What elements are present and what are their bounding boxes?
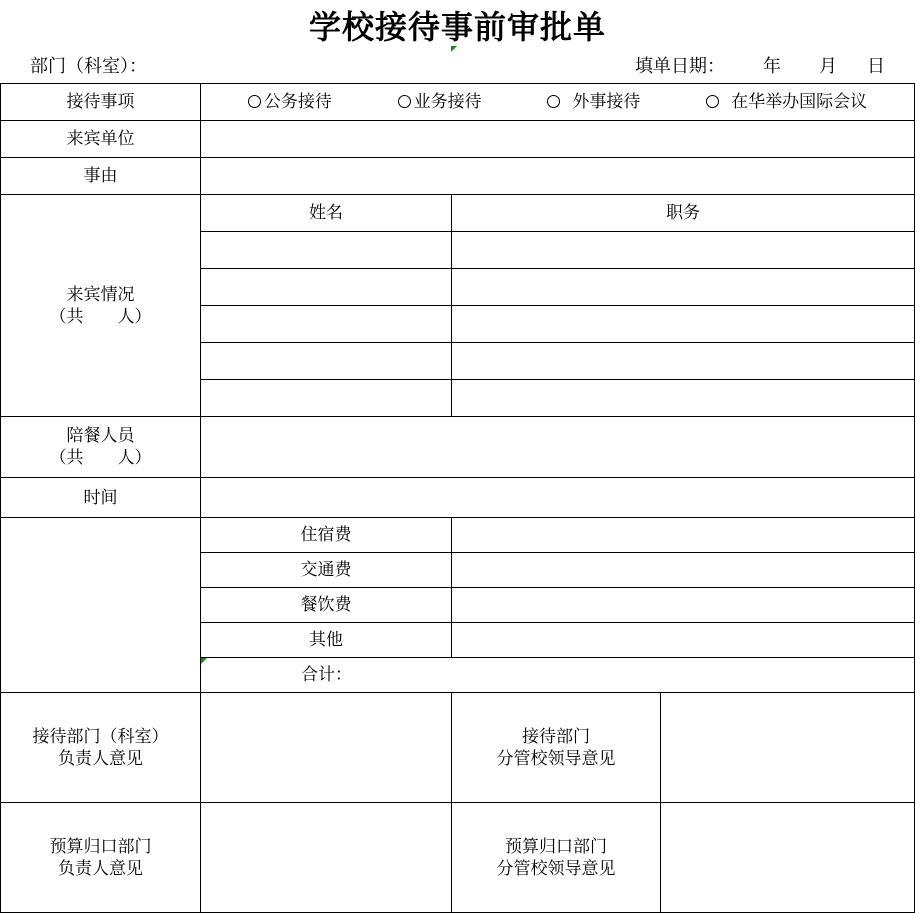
reception-dept-head-line2: 负责人意见: [58, 748, 143, 769]
matter-label: 接待事项: [1, 84, 201, 121]
total-cell[interactable]: [201, 658, 915, 693]
reception-approval-row: [1, 693, 915, 803]
guest-count-label: （共 人）: [49, 306, 152, 327]
time-label: 时间: [1, 478, 201, 518]
reason-field[interactable]: [201, 158, 915, 195]
budget-approval-row: [1, 803, 915, 913]
guest-position-field[interactable]: [452, 232, 915, 269]
lodging-field[interactable]: [452, 518, 915, 553]
form-title: 学校接待事前审批单: [308, 8, 606, 46]
cell-comment-marker: [451, 46, 457, 52]
time-field[interactable]: [201, 478, 915, 518]
option-business-reception[interactable]: 业务接待: [398, 91, 482, 113]
radio-circle-icon: [706, 95, 719, 108]
guest-header-row: [1, 195, 915, 232]
option-official-reception[interactable]: 公务接待: [248, 91, 332, 113]
budget-dept-leader-label-cell: [452, 803, 661, 913]
guest-unit-label: 来宾单位: [1, 121, 201, 158]
meal-field[interactable]: [452, 588, 915, 623]
option-foreign-affairs-reception[interactable]: 外事接待: [547, 91, 640, 113]
guest-position-field[interactable]: [452, 269, 915, 306]
budget-dept-leader-opinion-field[interactable]: [661, 803, 915, 913]
time-row: [1, 478, 915, 518]
month-label: 月: [819, 56, 837, 77]
day-label: 日: [867, 56, 885, 77]
guest-info-label: 来宾情况: [66, 284, 135, 305]
accompany-count-label: （共 人）: [49, 448, 152, 468]
budget-dept-head-line2: 负责人意见: [58, 858, 143, 879]
meal-label: 餐饮费: [201, 588, 452, 623]
guest-name-field[interactable]: [201, 343, 452, 380]
guest-position-field[interactable]: [452, 306, 915, 343]
reception-dept-head-label-cell: [1, 693, 201, 803]
reception-dept-leader-line2: 分管校领导意见: [496, 748, 616, 769]
budget-dept-head-label-cell: [1, 803, 201, 913]
reception-dept-head-opinion-field[interactable]: [201, 693, 452, 803]
budget-dept-head-line1: 预算归口部门: [49, 836, 152, 857]
reception-dept-leader-line1: 接待部门: [522, 726, 590, 747]
matter-options-cell: [201, 84, 915, 121]
position-column-header: 职务: [452, 195, 915, 232]
radio-circle-icon: [398, 95, 411, 108]
reception-dept-head-line1: 接待部门（科室）: [32, 726, 169, 747]
accompany-row: [1, 417, 915, 478]
radio-circle-icon: [547, 95, 560, 108]
guest-name-field[interactable]: [201, 269, 452, 306]
other-field[interactable]: [452, 623, 915, 658]
year-label: 年: [763, 56, 781, 77]
guest-unit-row: [1, 121, 915, 158]
budget-dept-leader-line1: 预算归口部门: [505, 836, 607, 857]
transport-label: 交通费: [201, 553, 452, 588]
guest-position-field[interactable]: [452, 380, 915, 417]
reason-label: 事由: [1, 158, 201, 195]
total-label: 合计：: [301, 665, 352, 685]
transport-field[interactable]: [452, 553, 915, 588]
department-label: 部门（科室）：: [30, 56, 147, 77]
accompany-field[interactable]: [201, 417, 915, 478]
reception-dept-leader-label-cell: [452, 693, 661, 803]
expense-blank-cell: [1, 518, 201, 693]
other-label: 其他: [201, 623, 452, 658]
fill-date-line: [629, 52, 885, 78]
matter-row: [1, 84, 915, 121]
reception-dept-leader-opinion-field[interactable]: [661, 693, 915, 803]
fill-date-label: 填单日期：: [635, 56, 725, 77]
approval-form-table: [0, 83, 915, 913]
reason-row: [1, 158, 915, 195]
name-column-header: 姓名: [201, 195, 452, 232]
option-international-conference[interactable]: 在华举办国际会议: [706, 91, 867, 113]
accompany-label: 陪餐人员: [66, 426, 135, 446]
guest-name-field[interactable]: [201, 380, 452, 417]
guest-unit-field[interactable]: [201, 121, 915, 158]
cell-comment-marker: [201, 658, 207, 664]
budget-dept-head-opinion-field[interactable]: [201, 803, 452, 913]
lodging-row: [1, 518, 915, 553]
guest-name-field[interactable]: [201, 306, 452, 343]
guest-info-label-cell: [1, 195, 201, 417]
budget-dept-leader-line2: 分管校领导意见: [496, 858, 616, 879]
accompany-label-cell: [1, 417, 201, 478]
lodging-label: 住宿费: [201, 518, 452, 553]
radio-circle-icon: [248, 95, 261, 108]
guest-position-field[interactable]: [452, 343, 915, 380]
guest-name-field[interactable]: [201, 232, 452, 269]
